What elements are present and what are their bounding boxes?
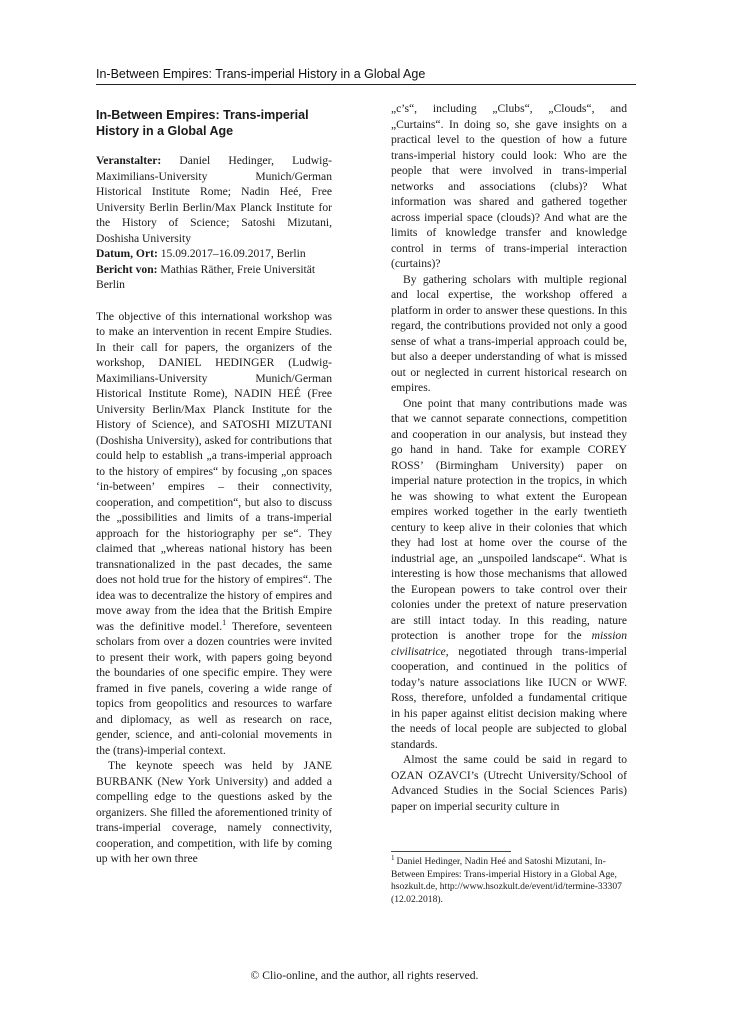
organizers-value: Daniel Hedinger, Ludwig-Maximilians-University Munich/German Historical Institute Rome; Nadin Heé, Free University Berlin Berlin/Max Planck Institute for the History of Science; Satoshi Mizutani, Doshisha University: [96, 154, 333, 245]
page-footer-copyright: © Clio-online, and the author, all rights reserved.: [250, 969, 479, 982]
header-rule: [96, 84, 636, 85]
footnote-reference: 1: [222, 617, 227, 627]
body-paragraph: Almost the same could be said in regard to OZAN OZAVCI’s (Utrecht University/School of Advanced Studies in the Social Sciences Paris) paper on imperial security culture in: [391, 753, 627, 813]
body-paragraph: „c’s“, including „Clubs“, „Clouds“, and „Curtains“. In doing so, she gave insights on a practical level to the question of how a future trans-imperial history could look: Who are the people that were involved in trans-imperial networks and associations (clubs)? What information was shared and gathered together across imperial space (clouds)? And what are the limits of knowledge transfer and knowledge control in terms of trans-imperial interaction (curtains)?: [391, 102, 627, 270]
organizers-label: Veranstalter:: [96, 154, 162, 167]
footnote-body: Daniel Hedinger, Nadin Heé and Satoshi Mizutani, In-Between Empires: Trans-imperial History in a Global Age, hsozkult.de, http://www.hsozkult.de/event/id/termine-33307 (12.02.2018).: [391, 856, 622, 905]
right-column: [391, 101, 627, 814]
date-place-value: 15.09.2017–16.09.2017, Berlin: [160, 247, 306, 260]
date-place-label: Datum, Ort:: [96, 247, 158, 260]
left-column: [96, 101, 332, 867]
body-paragraph: The keynote speech was held by JANE BURBANK (New York University) and added a compelling edge to the questions asked by the organizers. She filled the aforementioned trinity of trans-imperial coverage, namely connectivity, cooperation, and competition, with life by coming up with her own three: [96, 759, 332, 865]
body-paragraph-1-text: The objective of this international workshop was to make an intervention in recent Empire Studies. In their call for papers, the organizers of the workshop, DANIEL HEDINGER (Ludwig-Maximilians-University Munich/German Historical Institute Rome), NADIN HEÉ (Free University Berlin/Max Planck Institute for the History of Science), and SATOSHI MIZUTANI (Doshisha University), asked for contributions that could help to establish „a trans-imperial approach to the history of empires“ by focusing „on spaces ‘in-between’ empires – their connectivity, cooperation, and competition“, but also to discuss the „possibilities and limits of a trans-imperial approach for the historiography per se“. They claimed that „whereas national history has been transnationalized in the past decades, the same does not hold true for the history of empires“. The idea was to decentralize the history of empires and move away from the idea that the British Empire was the definitive model.: [96, 309, 332, 633]
article-meta: [96, 153, 332, 293]
report-by-line: [96, 262, 332, 293]
running-header-title: In-Between Empires: Trans-imperial History in a Global Age: [96, 67, 426, 81]
emphasis-term: mission civilisatrice: [391, 629, 628, 658]
article-title: In-Between Empires: Trans-imperial History in a Global Age: [96, 108, 309, 138]
organizers-line: [96, 153, 332, 246]
body-paragraph: [96, 309, 332, 759]
body-paragraph-1-tail: Therefore, seventeen scholars from over a dozen countries were invited to present their work, with papers going beyond the boundaries of one specific empire. They were framed in five panels, covering a wide range of topics from geopolitics and resources to warfare and diplomacy, as well as research on race, gender, science, and anti-colonial movements in the (trans)-imperial context.: [96, 619, 332, 757]
date-place-line: [96, 246, 332, 262]
footnote-rule: [391, 851, 511, 852]
footnote-area: [391, 851, 627, 906]
body-paragraph: By gathering scholars with multiple regional and local expertise, the workshop offered a platform in order to answer these questions. In this regard, the contributions provided not only a good sense of what a trans-imperial approach could be, but also a deeper understanding of what is missed out or neglected in current historical research on empires.: [391, 272, 627, 394]
body-paragraph-3b: , negotiated through trans-imperial cooperation, and continued in the politics of today’s nature associations like IUCN or WWF. Ross, therefore, unfolded a fundamental critique in his paper against elitist decision making where the needs of local people are subjected to global standards.: [391, 644, 627, 751]
report-by-label: Bericht von:: [96, 262, 158, 276]
footnote-text: [391, 853, 627, 906]
footnote-mark: 1: [391, 853, 395, 862]
report-by-value: Mathias Räther, Freie Universität Berlin: [96, 262, 316, 291]
body-paragraph-3a: One point that many contributions made was that we cannot separate connections, competition and cooperation in our analysis, but instead they go hand in hand. Take for example COREY ROSS’ (Birmingham University) paper on imperial nature protection in the tropics, in which he was showing to what extent the European empires worked together in the early twentieth century to keep alive in their colonies that which they had lost at home over the course of the industrial age, an „unspoiled landscape“. What is interesting is how those mechanisms that allowed the European powers to take control over their colonies under the pretext of nature preservation are still intact today. In this reading, nature protection is another trope for the: [391, 396, 627, 642]
body-paragraph: [391, 396, 627, 753]
